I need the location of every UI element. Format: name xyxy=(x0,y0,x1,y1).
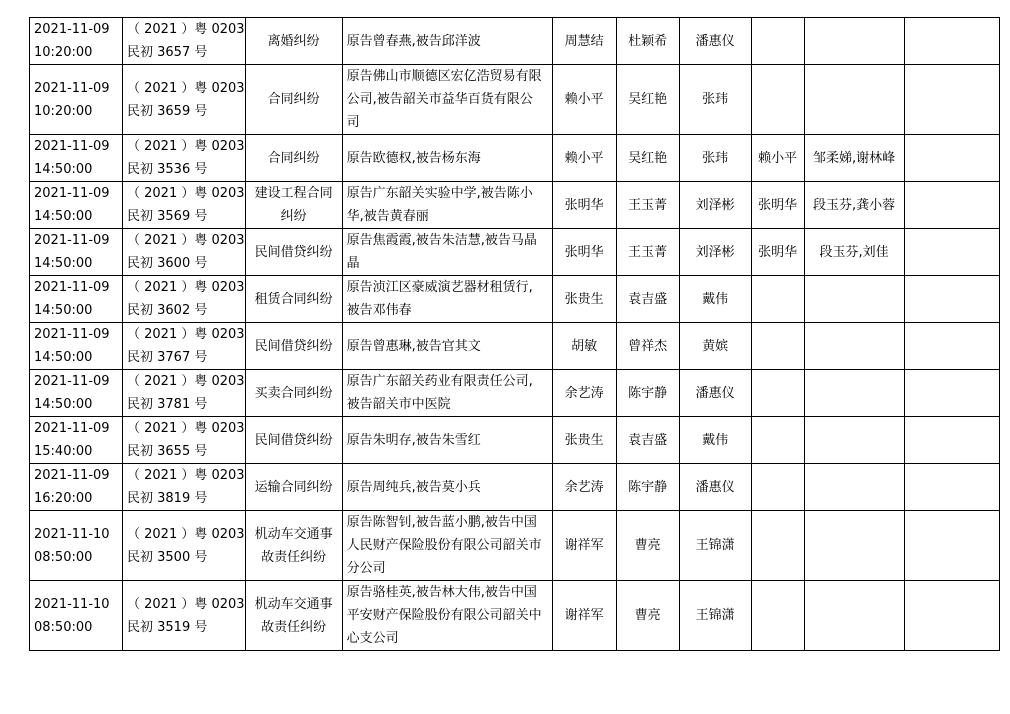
parties-line: 原告周纯兵,被告莫小兵 xyxy=(346,479,481,495)
case-cause-line: 合同纠纷 xyxy=(267,150,320,166)
table-row xyxy=(30,581,1000,651)
case-number-cell xyxy=(123,65,246,135)
presiding-cell: 张明华 xyxy=(751,182,804,229)
clerk-cell: 曾祥杰 xyxy=(616,323,679,370)
case-cause-cell xyxy=(245,182,342,229)
case-number-suffix: 民初 3600 号 xyxy=(127,256,208,271)
hearing-date: 2021-11-10 xyxy=(34,526,110,542)
case-number-suffix: 民初 3569 号 xyxy=(127,209,208,224)
table-row xyxy=(30,511,1000,581)
presiding-cell xyxy=(751,417,804,464)
presiding-cell: 赖小平 xyxy=(751,135,804,182)
juror-cell xyxy=(804,370,904,417)
case-cause-line: 租赁合同纠纷 xyxy=(254,291,333,307)
datetime-cell xyxy=(30,370,123,417)
datetime-cell xyxy=(30,18,123,65)
juror-cell: 段玉芬,刘佳 xyxy=(804,229,904,276)
juror-cell: 邹柔娣,谢林峰 xyxy=(804,135,904,182)
parties-line: 原告欧德权,被告杨东海 xyxy=(346,150,481,166)
parties-cell xyxy=(342,182,552,229)
parties-line: 原告曾惠琳,被告官其文 xyxy=(346,338,481,354)
case-cause-line: 合同纠纷 xyxy=(267,92,320,107)
judge-cell: 张明华 xyxy=(552,229,616,276)
case-number-suffix: 民初 3500 号 xyxy=(127,549,208,565)
hearing-time: 10:20:00 xyxy=(34,45,93,60)
empty-cell xyxy=(904,464,999,511)
parties-line: 分公司 xyxy=(346,561,386,576)
assistant-cell: 王锦潇 xyxy=(679,511,751,581)
presiding-cell xyxy=(751,464,804,511)
case-cause-line: 民间借贷纠纷 xyxy=(254,338,333,354)
clerk-cell: 杜颖希 xyxy=(616,18,679,65)
presiding-cell xyxy=(751,18,804,65)
datetime-cell xyxy=(30,276,123,323)
case-cause-cell xyxy=(245,581,342,651)
clerk-cell: 袁吉盛 xyxy=(616,417,679,464)
presiding-cell xyxy=(751,370,804,417)
case-number-prefix: （ 2021 ）粤 0203 xyxy=(127,421,245,436)
datetime-cell xyxy=(30,135,123,182)
juror-cell xyxy=(804,323,904,370)
parties-line: 原告广东韶关药业有限责任公司, xyxy=(346,374,533,389)
hearing-date: 2021-11-10 xyxy=(34,596,110,612)
clerk-cell: 吴红艳 xyxy=(616,135,679,182)
case-number-prefix: （ 2021 ）粤 0203 xyxy=(127,233,245,248)
case-number-cell xyxy=(123,182,246,229)
case-cause-cell xyxy=(245,511,342,581)
juror-cell xyxy=(804,276,904,323)
juror-cell xyxy=(804,581,904,651)
hearing-date: 2021-11-09 xyxy=(34,421,110,436)
case-number-cell xyxy=(123,229,246,276)
clerk-cell: 吴红艳 xyxy=(616,65,679,135)
case-cause-line: 民间借贷纠纷 xyxy=(254,244,333,260)
table-row xyxy=(30,182,1000,229)
case-cause-cell xyxy=(245,276,342,323)
hearing-time: 14:50:00 xyxy=(34,256,93,271)
case-number-cell xyxy=(123,464,246,511)
presiding-cell xyxy=(751,276,804,323)
judge-cell: 余艺涛 xyxy=(552,370,616,417)
parties-line: 原告佛山市顺德区宏亿浩贸易有限 xyxy=(346,69,542,84)
empty-cell xyxy=(904,135,999,182)
hearing-time: 15:40:00 xyxy=(34,444,93,459)
assistant-cell: 刘泽彬 xyxy=(679,229,751,276)
datetime-cell xyxy=(30,182,123,229)
case-cause-line: 机动车交通事 xyxy=(254,526,333,542)
juror-cell xyxy=(804,18,904,65)
hearing-date: 2021-11-09 xyxy=(34,468,110,483)
assistant-cell: 戴伟 xyxy=(679,276,751,323)
table-body xyxy=(30,18,1000,651)
judge-cell: 张明华 xyxy=(552,182,616,229)
table-row xyxy=(30,370,1000,417)
parties-cell xyxy=(342,417,552,464)
case-number-cell xyxy=(123,135,246,182)
empty-cell xyxy=(904,182,999,229)
judge-cell: 谢祥军 xyxy=(552,511,616,581)
case-cause-cell xyxy=(245,65,342,135)
datetime-cell xyxy=(30,65,123,135)
parties-cell xyxy=(342,276,552,323)
case-number-prefix: （ 2021 ）粤 0203 xyxy=(127,280,245,295)
hearing-time: 16:20:00 xyxy=(34,491,93,506)
parties-cell xyxy=(342,135,552,182)
table-row xyxy=(30,464,1000,511)
case-cause-cell xyxy=(245,135,342,182)
parties-line: 被告韶关市中医院 xyxy=(346,397,451,412)
parties-cell xyxy=(342,581,552,651)
table-row xyxy=(30,65,1000,135)
assistant-cell: 张玮 xyxy=(679,135,751,182)
judge-cell: 张贵生 xyxy=(552,276,616,323)
hearing-date: 2021-11-09 xyxy=(34,186,110,201)
parties-line: 人民财产保险股份有限公司韶关市 xyxy=(346,538,542,553)
clerk-cell: 王玉菁 xyxy=(616,229,679,276)
hearing-date: 2021-11-09 xyxy=(34,139,110,154)
parties-cell xyxy=(342,18,552,65)
case-number-cell xyxy=(123,323,246,370)
hearing-time: 14:50:00 xyxy=(34,397,93,412)
judge-cell: 谢祥军 xyxy=(552,581,616,651)
case-number-prefix: （ 2021 ）粤 0203 xyxy=(127,139,245,154)
datetime-cell xyxy=(30,464,123,511)
case-number-suffix: 民初 3602 号 xyxy=(127,303,208,318)
parties-cell xyxy=(342,370,552,417)
case-number-prefix: （ 2021 ）粤 0203 xyxy=(127,374,245,389)
judge-cell: 赖小平 xyxy=(552,65,616,135)
case-cause-cell xyxy=(245,370,342,417)
judge-cell: 余艺涛 xyxy=(552,464,616,511)
empty-cell xyxy=(904,18,999,65)
assistant-cell: 张玮 xyxy=(679,65,751,135)
datetime-cell xyxy=(30,417,123,464)
case-cause-line: 运输合同纠纷 xyxy=(254,479,333,495)
case-number-prefix: （ 2021 ）粤 0203 xyxy=(127,596,245,612)
case-number-suffix: 民初 3655 号 xyxy=(127,444,208,459)
clerk-cell: 曹亮 xyxy=(616,581,679,651)
assistant-cell: 刘泽彬 xyxy=(679,182,751,229)
hearing-schedule-table xyxy=(29,17,1000,651)
parties-line: 原告陈智钊,被告蓝小鹏,被告中国 xyxy=(346,515,537,530)
case-cause-cell xyxy=(245,323,342,370)
parties-line: 被告邓伟春 xyxy=(346,303,412,318)
table-row xyxy=(30,229,1000,276)
case-cause-line: 机动车交通事 xyxy=(254,596,333,612)
case-number-prefix: （ 2021 ）粤 0203 xyxy=(127,468,245,483)
parties-line: 原告广东韶关实验中学,被告陈小 xyxy=(346,186,533,201)
case-number-suffix: 民初 3536 号 xyxy=(127,162,208,177)
case-number-prefix: （ 2021 ）粤 0203 xyxy=(127,186,245,201)
assistant-cell: 王锦潇 xyxy=(679,581,751,651)
hearing-date: 2021-11-09 xyxy=(34,22,110,37)
hearing-date: 2021-11-09 xyxy=(34,80,110,96)
case-number-cell xyxy=(123,581,246,651)
case-number-prefix: （ 2021 ）粤 0203 xyxy=(127,80,245,96)
case-number-cell xyxy=(123,276,246,323)
case-cause-line: 故责任纠纷 xyxy=(261,549,327,565)
empty-cell xyxy=(904,370,999,417)
clerk-cell: 陈宇静 xyxy=(616,464,679,511)
datetime-cell xyxy=(30,511,123,581)
case-number-prefix: （ 2021 ）粤 0203 xyxy=(127,327,245,342)
parties-cell xyxy=(342,464,552,511)
juror-cell xyxy=(804,65,904,135)
assistant-cell: 潘惠仪 xyxy=(679,18,751,65)
case-cause-line: 民间借贷纠纷 xyxy=(254,432,333,448)
hearing-date: 2021-11-09 xyxy=(34,233,110,248)
hearing-date: 2021-11-09 xyxy=(34,374,110,389)
case-number-suffix: 民初 3819 号 xyxy=(127,491,208,506)
parties-line: 原告朱明存,被告朱雪红 xyxy=(346,432,481,448)
case-number-suffix: 民初 3659 号 xyxy=(127,103,208,119)
hearing-time: 14:50:00 xyxy=(34,350,93,365)
hearing-date: 2021-11-09 xyxy=(34,327,110,342)
case-number-suffix: 民初 3519 号 xyxy=(127,619,208,635)
assistant-cell: 潘惠仪 xyxy=(679,464,751,511)
hearing-time: 08:50:00 xyxy=(34,619,93,635)
judge-cell: 赖小平 xyxy=(552,135,616,182)
judge-cell: 张贵生 xyxy=(552,417,616,464)
case-cause-cell xyxy=(245,464,342,511)
juror-cell xyxy=(804,417,904,464)
hearing-time: 10:20:00 xyxy=(34,103,93,119)
hearing-time: 14:50:00 xyxy=(34,303,93,318)
parties-cell xyxy=(342,323,552,370)
case-number-suffix: 民初 3767 号 xyxy=(127,350,208,365)
case-cause-cell xyxy=(245,417,342,464)
case-number-cell xyxy=(123,370,246,417)
case-number-suffix: 民初 3657 号 xyxy=(127,45,208,60)
datetime-cell xyxy=(30,323,123,370)
hearing-time: 14:50:00 xyxy=(34,162,93,177)
datetime-cell xyxy=(30,229,123,276)
case-number-prefix: （ 2021 ）粤 0203 xyxy=(127,22,245,37)
case-number-cell xyxy=(123,417,246,464)
case-cause-cell xyxy=(245,229,342,276)
case-number-cell xyxy=(123,18,246,65)
empty-cell xyxy=(904,581,999,651)
juror-cell xyxy=(804,511,904,581)
parties-line: 公司,被告韶关市益华百货有限公 xyxy=(346,92,533,107)
parties-line: 原告浈江区豪威演艺器材租赁行, xyxy=(346,280,533,295)
clerk-cell: 曹亮 xyxy=(616,511,679,581)
clerk-cell: 袁吉盛 xyxy=(616,276,679,323)
parties-line: 原告焦霞霞,被告朱洁慧,被告马晶 xyxy=(346,233,537,248)
parties-line: 平安财产保险股份有限公司韶关中 xyxy=(346,608,542,623)
parties-line: 原告骆桂英,被告林大伟,被告中国 xyxy=(346,585,537,600)
assistant-cell: 戴伟 xyxy=(679,417,751,464)
judge-cell: 胡敏 xyxy=(552,323,616,370)
case-cause-line: 建设工程合同 xyxy=(254,186,333,201)
case-cause-line: 买卖合同纠纷 xyxy=(254,385,333,401)
empty-cell xyxy=(904,65,999,135)
empty-cell xyxy=(904,511,999,581)
case-number-prefix: （ 2021 ）粤 0203 xyxy=(127,526,245,542)
parties-cell xyxy=(342,229,552,276)
judge-cell: 周慧结 xyxy=(552,18,616,65)
juror-cell xyxy=(804,464,904,511)
presiding-cell xyxy=(751,581,804,651)
empty-cell xyxy=(904,417,999,464)
presiding-cell: 张明华 xyxy=(751,229,804,276)
table-row xyxy=(30,417,1000,464)
case-number-cell xyxy=(123,511,246,581)
datetime-cell xyxy=(30,581,123,651)
table-row xyxy=(30,18,1000,65)
presiding-cell xyxy=(751,65,804,135)
empty-cell xyxy=(904,323,999,370)
parties-line: 心支公司 xyxy=(346,631,399,646)
table-row xyxy=(30,276,1000,323)
table-row xyxy=(30,135,1000,182)
parties-line: 晶 xyxy=(346,256,360,271)
parties-line: 华,被告黄春丽 xyxy=(346,209,429,224)
assistant-cell: 潘惠仪 xyxy=(679,370,751,417)
table-row xyxy=(30,323,1000,370)
parties-line: 原告曾春燕,被告邱洋波 xyxy=(346,33,481,49)
presiding-cell xyxy=(751,323,804,370)
clerk-cell: 王玉菁 xyxy=(616,182,679,229)
case-cause-line: 纠纷 xyxy=(280,209,307,224)
case-cause-line: 离婚纠纷 xyxy=(267,33,320,49)
hearing-time: 14:50:00 xyxy=(34,209,93,224)
clerk-cell: 陈宇静 xyxy=(616,370,679,417)
case-number-suffix: 民初 3781 号 xyxy=(127,397,208,412)
empty-cell xyxy=(904,229,999,276)
parties-cell xyxy=(342,65,552,135)
empty-cell xyxy=(904,276,999,323)
presiding-cell xyxy=(751,511,804,581)
hearing-date: 2021-11-09 xyxy=(34,280,110,295)
case-cause-line: 故责任纠纷 xyxy=(261,619,327,635)
juror-cell: 段玉芬,龚小蓉 xyxy=(804,182,904,229)
assistant-cell: 黄嫔 xyxy=(679,323,751,370)
case-cause-cell xyxy=(245,18,342,65)
hearing-time: 08:50:00 xyxy=(34,549,93,565)
parties-cell xyxy=(342,511,552,581)
parties-line: 司 xyxy=(346,115,360,130)
